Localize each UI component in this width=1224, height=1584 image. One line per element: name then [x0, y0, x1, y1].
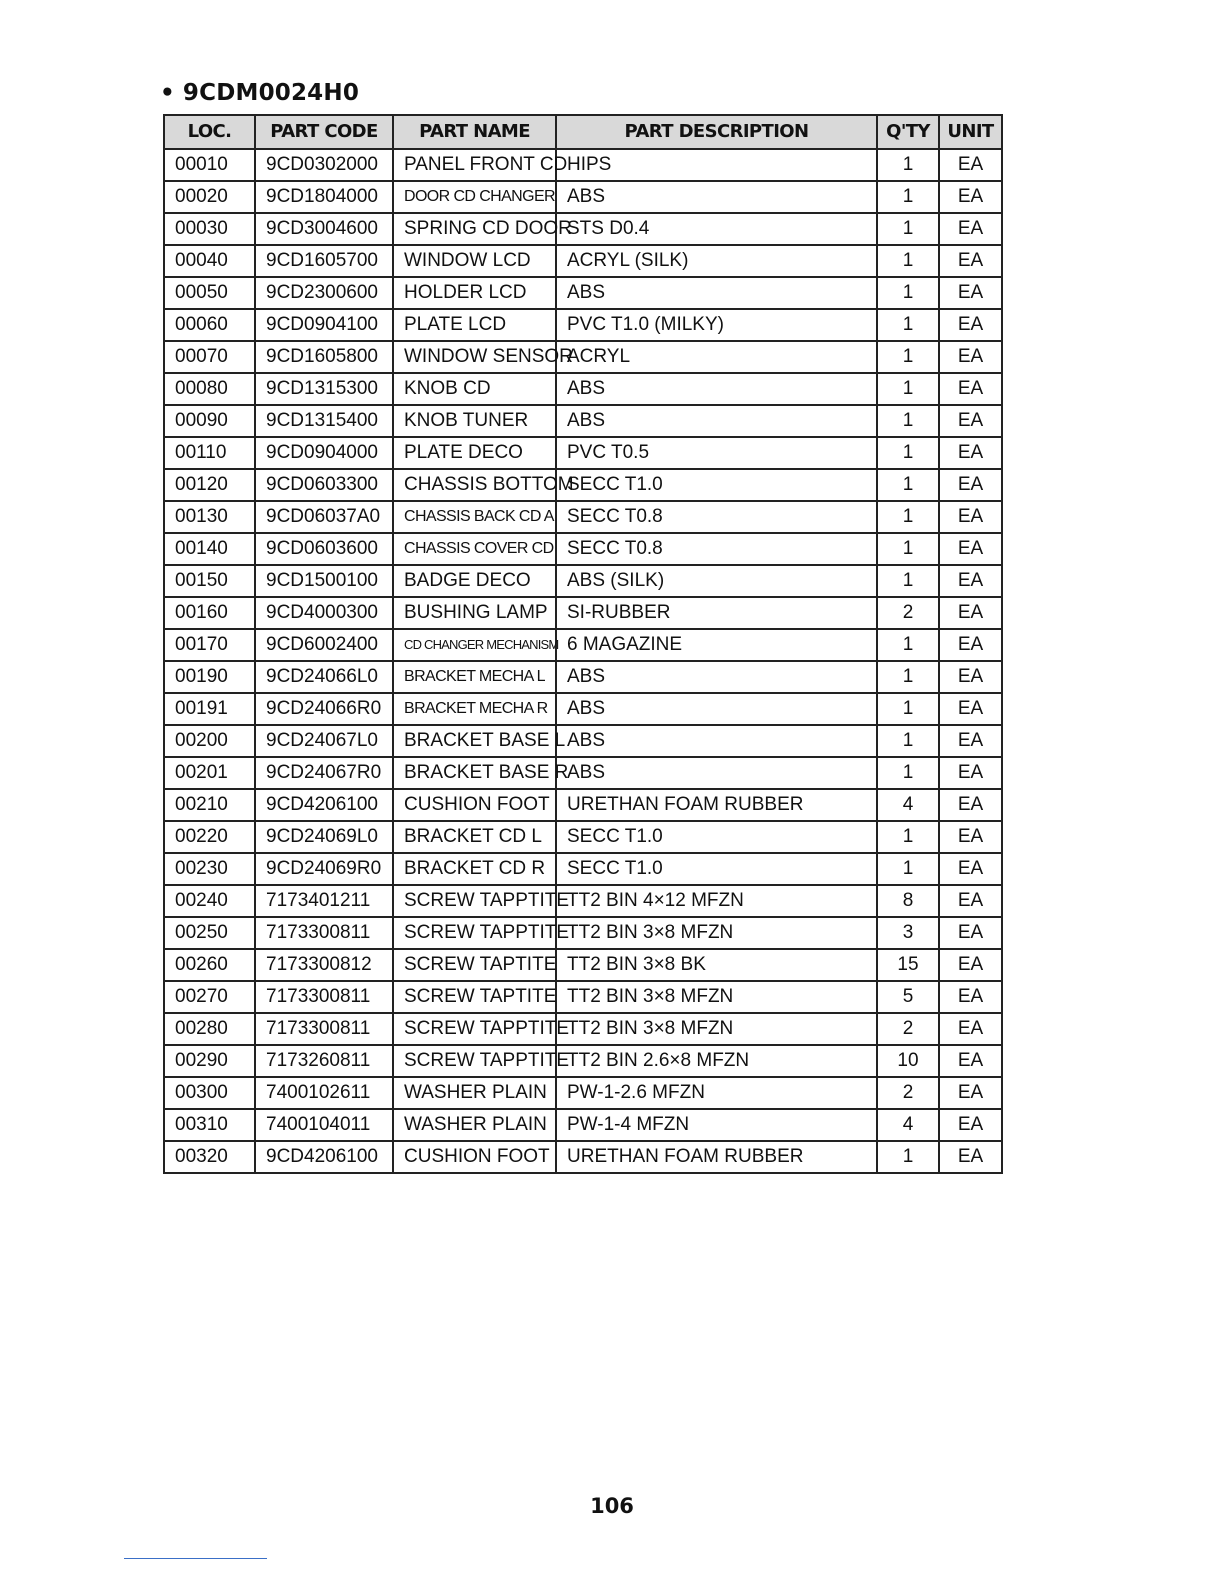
cell-loc: 00150 [164, 565, 255, 597]
cell-unit: EA [939, 501, 1002, 533]
table-row [164, 469, 1002, 501]
cell-description: ABS [556, 277, 877, 309]
cell-part-code: 9CD24067R0 [255, 757, 393, 789]
cell-unit: EA [939, 789, 1002, 821]
cell-qty: 2 [877, 1077, 939, 1109]
cell-part-name: SCREW TAPTITE [393, 981, 556, 1013]
table-row [164, 917, 1002, 949]
cell-description: SECC T0.8 [556, 501, 877, 533]
cell-unit: EA [939, 629, 1002, 661]
table-row [164, 149, 1002, 181]
cell-qty: 1 [877, 469, 939, 501]
cell-description: SECC T1.0 [556, 821, 877, 853]
cell-description: SECC T0.8 [556, 533, 877, 565]
cell-loc: 00201 [164, 757, 255, 789]
header-part-name: PART NAME [393, 115, 556, 149]
cell-part-name: SCREW TAPPTITE [393, 917, 556, 949]
cell-loc: 00300 [164, 1077, 255, 1109]
cell-loc: 00050 [164, 277, 255, 309]
cell-part-name: BRACKET MECHA R [393, 693, 556, 725]
cell-loc: 00080 [164, 373, 255, 405]
cell-unit: EA [939, 1045, 1002, 1077]
cell-qty: 1 [877, 213, 939, 245]
cell-loc: 00200 [164, 725, 255, 757]
table-row [164, 853, 1002, 885]
cell-loc: 00270 [164, 981, 255, 1013]
table-header-row [164, 115, 1002, 149]
cell-part-code: 9CD0603300 [255, 469, 393, 501]
cell-part-name: SCREW TAPPTITE [393, 1045, 556, 1077]
cell-description: ABS [556, 757, 877, 789]
table-row [164, 309, 1002, 341]
cell-part-code: 9CD1804000 [255, 181, 393, 213]
cell-part-code: 7400102611 [255, 1077, 393, 1109]
cell-qty: 1 [877, 405, 939, 437]
header-qty: Q'TY [877, 115, 939, 149]
cell-part-name: WINDOW LCD [393, 245, 556, 277]
cell-unit: EA [939, 853, 1002, 885]
cell-unit: EA [939, 565, 1002, 597]
cell-description: SECC T1.0 [556, 853, 877, 885]
cell-loc: 00260 [164, 949, 255, 981]
cell-loc: 00280 [164, 1013, 255, 1045]
table-row [164, 1013, 1002, 1045]
cell-unit: EA [939, 1109, 1002, 1141]
cell-loc: 00190 [164, 661, 255, 693]
cell-description: TT2 BIN 3×8 MFZN [556, 917, 877, 949]
cell-qty: 1 [877, 725, 939, 757]
cell-unit: EA [939, 693, 1002, 725]
cell-unit: EA [939, 597, 1002, 629]
table-row [164, 341, 1002, 373]
cell-description: URETHAN FOAM RUBBER [556, 1141, 877, 1173]
table-row [164, 693, 1002, 725]
cell-loc: 00070 [164, 341, 255, 373]
cell-part-code: 9CD0603600 [255, 533, 393, 565]
cell-part-code: 7173401211 [255, 885, 393, 917]
table-row [164, 1077, 1002, 1109]
cell-part-name: WINDOW SENSOR [393, 341, 556, 373]
cell-loc: 00290 [164, 1045, 255, 1077]
cell-unit: EA [939, 661, 1002, 693]
cell-part-name: SCREW TAPPTITE [393, 1013, 556, 1045]
cell-loc: 00110 [164, 437, 255, 469]
cell-part-name: DOOR CD CHANGER [393, 181, 556, 213]
cell-part-name: SPRING CD DOOR [393, 213, 556, 245]
table-row [164, 277, 1002, 309]
cell-unit: EA [939, 949, 1002, 981]
cell-part-name: BRACKET BASE L [393, 725, 556, 757]
cell-part-code: 7400104011 [255, 1109, 393, 1141]
table-row [164, 949, 1002, 981]
cell-unit: EA [939, 245, 1002, 277]
table-row [164, 885, 1002, 917]
cell-unit: EA [939, 181, 1002, 213]
cell-unit: EA [939, 981, 1002, 1013]
table-row [164, 373, 1002, 405]
table-row [164, 1045, 1002, 1077]
cell-loc: 00320 [164, 1141, 255, 1173]
cell-unit: EA [939, 533, 1002, 565]
cell-description: TT2 BIN 2.6×8 MFZN [556, 1045, 877, 1077]
cell-loc: 00010 [164, 149, 255, 181]
cell-qty: 1 [877, 149, 939, 181]
cell-loc: 00130 [164, 501, 255, 533]
cell-part-code: 9CD24069L0 [255, 821, 393, 853]
cell-loc: 00240 [164, 885, 255, 917]
cell-description: TT2 BIN 3×8 MFZN [556, 1013, 877, 1045]
cell-description: SI-RUBBER [556, 597, 877, 629]
cell-qty: 1 [877, 853, 939, 885]
cell-qty: 1 [877, 533, 939, 565]
cell-part-code: 9CD4206100 [255, 1141, 393, 1173]
table-row [164, 533, 1002, 565]
cell-qty: 1 [877, 245, 939, 277]
parts-table [163, 114, 1003, 1174]
cell-loc: 00060 [164, 309, 255, 341]
cell-unit: EA [939, 341, 1002, 373]
cell-description: TT2 BIN 4×12 MFZN [556, 885, 877, 917]
cell-loc: 00230 [164, 853, 255, 885]
header-unit: UNIT [939, 115, 1002, 149]
cell-description: PVC T1.0 (MILKY) [556, 309, 877, 341]
cell-unit: EA [939, 1013, 1002, 1045]
cell-part-code: 9CD06037A0 [255, 501, 393, 533]
cell-part-name: BADGE DECO [393, 565, 556, 597]
cell-loc: 00191 [164, 693, 255, 725]
cell-part-name: CUSHION FOOT [393, 1141, 556, 1173]
cell-part-code: 9CD24067L0 [255, 725, 393, 757]
cell-part-name: CD CHANGER MECHANISM [393, 629, 556, 661]
cell-unit: EA [939, 373, 1002, 405]
cell-part-code: 9CD1605700 [255, 245, 393, 277]
cell-part-name: SCREW TAPTITE [393, 949, 556, 981]
cell-qty: 1 [877, 501, 939, 533]
cell-qty: 3 [877, 917, 939, 949]
cell-unit: EA [939, 149, 1002, 181]
parts-table-body [164, 149, 1002, 1173]
cell-qty: 1 [877, 565, 939, 597]
cell-part-code: 9CD1500100 [255, 565, 393, 597]
cell-part-name: WASHER PLAIN [393, 1109, 556, 1141]
cell-qty: 1 [877, 437, 939, 469]
cell-unit: EA [939, 885, 1002, 917]
table-row [164, 597, 1002, 629]
cell-part-name: KNOB TUNER [393, 405, 556, 437]
cell-part-code: 9CD24066L0 [255, 661, 393, 693]
cell-qty: 2 [877, 597, 939, 629]
table-row [164, 245, 1002, 277]
cell-description: ACRYL (SILK) [556, 245, 877, 277]
page-number: 106 [590, 1494, 634, 1518]
cell-part-name: HOLDER LCD [393, 277, 556, 309]
table-row [164, 405, 1002, 437]
section-title [160, 80, 359, 106]
cell-loc: 00090 [164, 405, 255, 437]
cell-part-name: BRACKET CD R [393, 853, 556, 885]
cell-description: ABS (SILK) [556, 565, 877, 597]
cell-part-code: 9CD3004600 [255, 213, 393, 245]
table-row [164, 725, 1002, 757]
cell-description: ABS [556, 661, 877, 693]
cell-part-code: 9CD4206100 [255, 789, 393, 821]
cell-loc: 00140 [164, 533, 255, 565]
cell-qty: 1 [877, 373, 939, 405]
cell-part-code: 9CD0904100 [255, 309, 393, 341]
cell-qty: 1 [877, 277, 939, 309]
cell-description: ACRYL [556, 341, 877, 373]
cell-qty: 1 [877, 757, 939, 789]
cell-description: STS D0.4 [556, 213, 877, 245]
table-row [164, 757, 1002, 789]
cell-part-name: BRACKET CD L [393, 821, 556, 853]
cell-part-name: BRACKET MECHA L [393, 661, 556, 693]
header-loc: LOC. [164, 115, 255, 149]
cell-loc: 00310 [164, 1109, 255, 1141]
cell-description: PVC T0.5 [556, 437, 877, 469]
cell-part-name: CHASSIS BACK CD A [393, 501, 556, 533]
table-row [164, 501, 1002, 533]
cell-loc: 00120 [164, 469, 255, 501]
cell-description: PW-1-2.6 MFZN [556, 1077, 877, 1109]
cell-qty: 1 [877, 821, 939, 853]
cell-unit: EA [939, 405, 1002, 437]
cell-qty: 4 [877, 1109, 939, 1141]
cell-part-code: 9CD1315300 [255, 373, 393, 405]
cell-qty: 1 [877, 341, 939, 373]
cell-unit: EA [939, 1141, 1002, 1173]
cell-unit: EA [939, 309, 1002, 341]
table-row [164, 1109, 1002, 1141]
cell-part-code: 7173300811 [255, 917, 393, 949]
cell-part-code: 7173300812 [255, 949, 393, 981]
cell-qty: 5 [877, 981, 939, 1013]
table-row [164, 821, 1002, 853]
cell-qty: 1 [877, 693, 939, 725]
cell-description: ABS [556, 405, 877, 437]
cell-description: ABS [556, 373, 877, 405]
table-row [164, 789, 1002, 821]
cell-part-code: 9CD1315400 [255, 405, 393, 437]
cell-loc: 00020 [164, 181, 255, 213]
cell-qty: 8 [877, 885, 939, 917]
cell-description: URETHAN FOAM RUBBER [556, 789, 877, 821]
cell-part-name: PLATE LCD [393, 309, 556, 341]
cell-part-code: 7173260811 [255, 1045, 393, 1077]
cell-qty: 15 [877, 949, 939, 981]
cell-unit: EA [939, 213, 1002, 245]
cell-qty: 4 [877, 789, 939, 821]
cell-loc: 00250 [164, 917, 255, 949]
table-row [164, 181, 1002, 213]
cell-part-name: BUSHING LAMP [393, 597, 556, 629]
cell-part-code: 9CD0904000 [255, 437, 393, 469]
cell-unit: EA [939, 277, 1002, 309]
cell-qty: 2 [877, 1013, 939, 1045]
cell-qty: 1 [877, 181, 939, 213]
cell-description: TT2 BIN 3×8 MFZN [556, 981, 877, 1013]
cell-part-code: 9CD4000300 [255, 597, 393, 629]
cell-part-name: PLATE DECO [393, 437, 556, 469]
cell-unit: EA [939, 917, 1002, 949]
cell-part-name: SCREW TAPPTITE [393, 885, 556, 917]
cell-part-code: 9CD24066R0 [255, 693, 393, 725]
cell-unit: EA [939, 757, 1002, 789]
cell-part-code: 9CD2300600 [255, 277, 393, 309]
header-part-description: PART DESCRIPTION [556, 115, 877, 149]
cell-description: TT2 BIN 3×8 BK [556, 949, 877, 981]
cell-part-code: 7173300811 [255, 981, 393, 1013]
cell-part-code: 9CD1605800 [255, 341, 393, 373]
cell-description: ABS [556, 693, 877, 725]
cell-loc: 00030 [164, 213, 255, 245]
cell-description: SECC T1.0 [556, 469, 877, 501]
table-row [164, 1141, 1002, 1173]
cell-description: 6 MAGAZINE [556, 629, 877, 661]
bullet-icon: • [160, 80, 175, 106]
cell-qty: 1 [877, 629, 939, 661]
cell-qty: 1 [877, 661, 939, 693]
cell-description: HIPS [556, 149, 877, 181]
cell-unit: EA [939, 437, 1002, 469]
cell-loc: 00210 [164, 789, 255, 821]
cell-part-code: 7173300811 [255, 1013, 393, 1045]
cell-part-code: 9CD0302000 [255, 149, 393, 181]
cell-unit: EA [939, 469, 1002, 501]
table-row [164, 437, 1002, 469]
cell-loc: 00220 [164, 821, 255, 853]
cell-description: PW-1-4 MFZN [556, 1109, 877, 1141]
table-row [164, 981, 1002, 1013]
table-row [164, 565, 1002, 597]
cell-loc: 00040 [164, 245, 255, 277]
cell-part-name: CHASSIS COVER CD [393, 533, 556, 565]
footer-rule [124, 1558, 267, 1559]
cell-part-name: KNOB CD [393, 373, 556, 405]
table-row [164, 213, 1002, 245]
cell-part-name: WASHER PLAIN [393, 1077, 556, 1109]
table-row [164, 629, 1002, 661]
cell-qty: 1 [877, 1141, 939, 1173]
table-row [164, 661, 1002, 693]
cell-part-code: 9CD24069R0 [255, 853, 393, 885]
cell-part-code: 9CD6002400 [255, 629, 393, 661]
cell-part-name: CHASSIS BOTTOM [393, 469, 556, 501]
cell-description: ABS [556, 725, 877, 757]
cell-unit: EA [939, 725, 1002, 757]
section-title-text: 9CDM0024H0 [182, 80, 360, 106]
cell-loc: 00160 [164, 597, 255, 629]
cell-description: ABS [556, 181, 877, 213]
cell-unit: EA [939, 1077, 1002, 1109]
cell-part-name: BRACKET BASE R [393, 757, 556, 789]
cell-qty: 1 [877, 309, 939, 341]
cell-qty: 10 [877, 1045, 939, 1077]
cell-loc: 00170 [164, 629, 255, 661]
header-part-code: PART CODE [255, 115, 393, 149]
cell-part-name: CUSHION FOOT [393, 789, 556, 821]
cell-unit: EA [939, 821, 1002, 853]
cell-part-name: PANEL FRONT CD [393, 149, 556, 181]
